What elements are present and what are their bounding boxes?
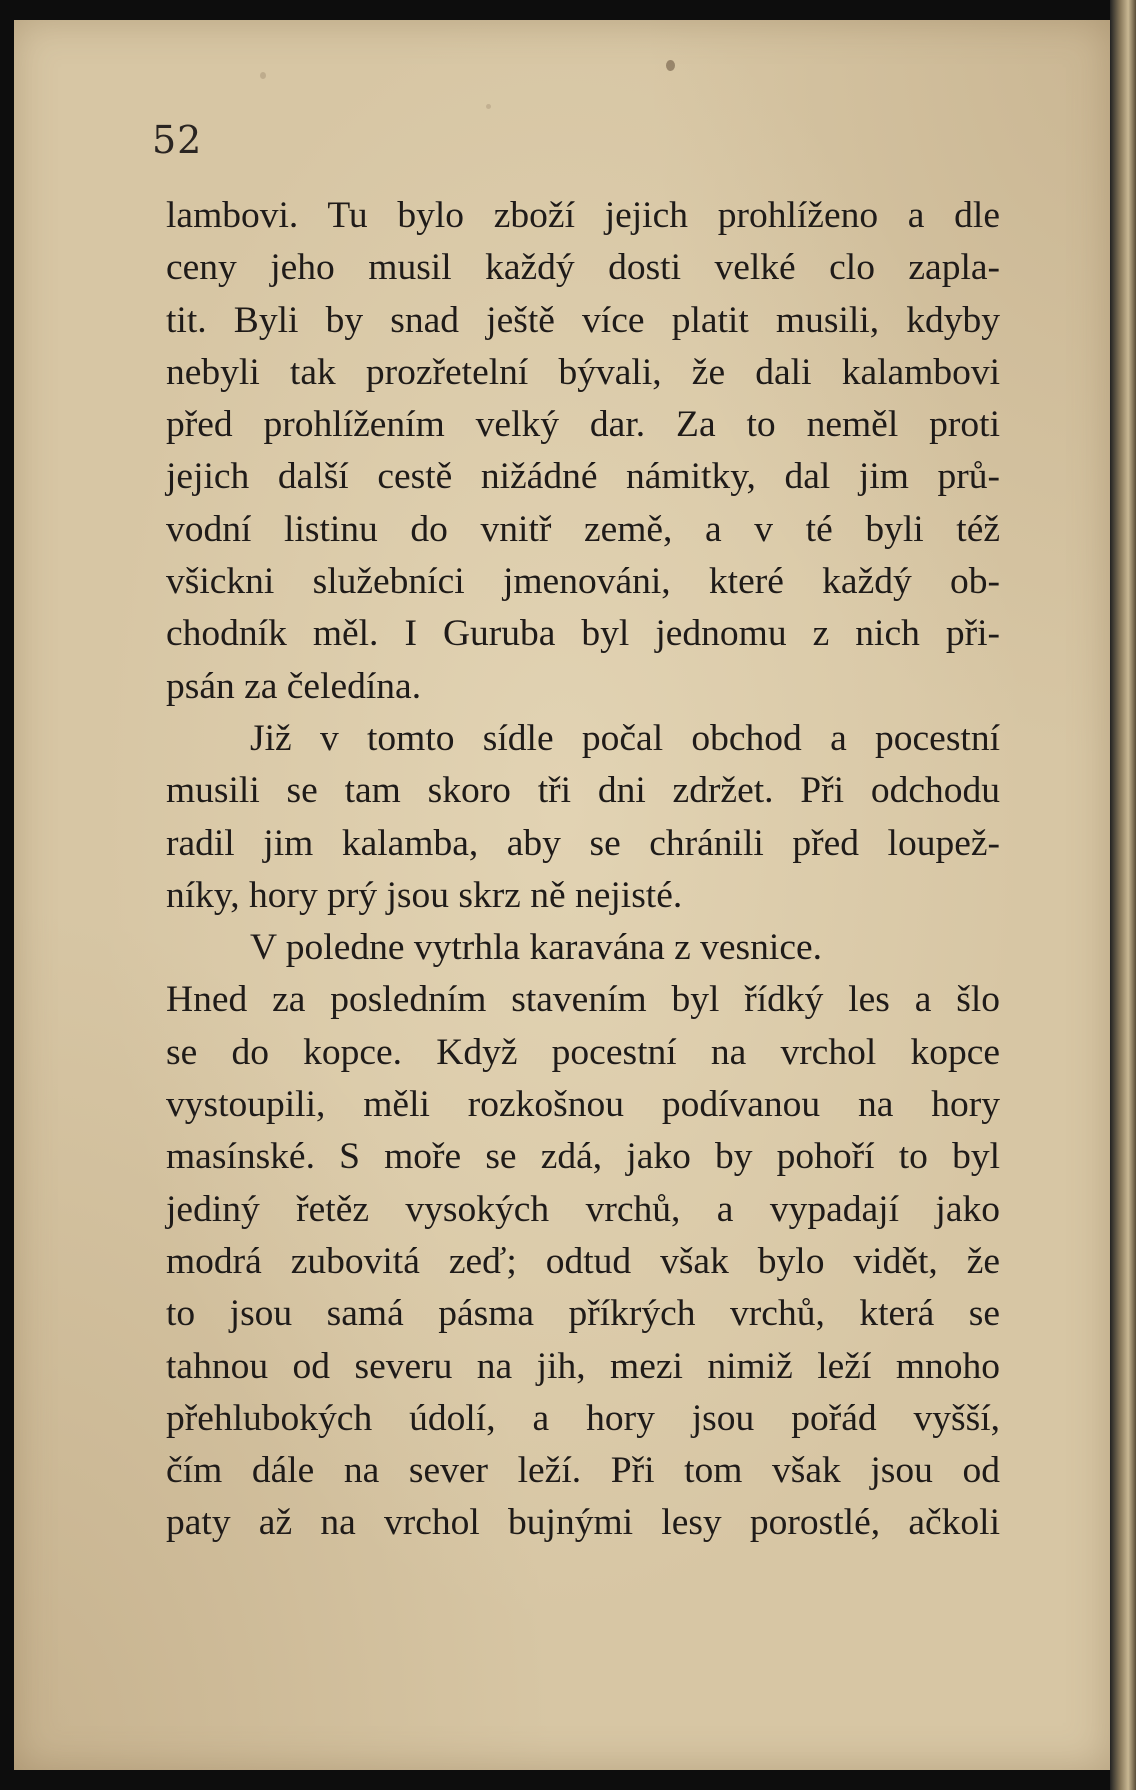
text-line: všickni služebníci jmenováni, které každý ob- <box>166 561 1000 603</box>
text-line: jejich další cestě nižádné námitky, dal jim prů- <box>166 456 1000 498</box>
text-line: tit. Byli by snad ještě více platit musili, kdyby <box>166 299 1000 341</box>
text-line: masínské. S moře se zdá, jako by pohoří to byl <box>166 1136 1000 1178</box>
text-line: lambovi. Tu bylo zboží jejich prohlíženo a dle <box>166 195 1000 236</box>
paper-speck <box>666 60 675 71</box>
text-line: modrá zubovitá zeď; odtud však bylo vidět, že <box>166 1240 1000 1282</box>
text-line: vystoupili, měli rozkošnou podívanou na hory <box>166 1084 1000 1126</box>
text-line: tahnou od severu na jih, mezi nimiž leží mnoho <box>166 1345 1000 1387</box>
paper-speck <box>486 104 491 109</box>
book-spine-edge <box>1110 0 1136 1790</box>
text-line: vodní listinu do vnitř země, a v té byli též <box>166 508 1000 550</box>
page-number: 52 <box>152 118 203 162</box>
paper-speck <box>260 72 266 79</box>
text-line: to jsou samá pásma příkrých vrchů, která se <box>166 1293 1000 1335</box>
text-line: paty až na vrchol bujnými lesy porostlé, ačkoli <box>166 1502 1000 1544</box>
text-line: V poledne vytrhla karavána z vesnice. <box>250 927 822 969</box>
text-line: Hned za posledním stavením byl řídký les a šlo <box>166 979 1000 1021</box>
text-line: před prohlížením velký dar. Za to neměl proti <box>166 404 1000 446</box>
text-line: čím dále na sever leží. Při tom však jsou od <box>166 1450 1000 1492</box>
text-line: psán za čeledína. <box>166 665 422 707</box>
text-line: musili se tam skoro tři dni zdržet. Při odchodu <box>166 770 1000 812</box>
text-line: chodník měl. I Guruba byl jednomu z nich při- <box>166 613 1000 655</box>
text-line: radil jim kalamba, aby se chránili před loupež- <box>166 822 1000 864</box>
text-line: jediný řetěz vysokých vrchů, a vypadají jako <box>166 1188 1000 1230</box>
text-line: níky, hory prý jsou skrz ně nejisté. <box>166 874 683 916</box>
text-line: Již v tomto sídle počal obchod a pocestní <box>250 717 1000 759</box>
text-line: přehlubokých údolí, a hory jsou pořád vyšší, <box>166 1397 1000 1439</box>
text-line: se do kopce. Když pocestní na vrchol kopce <box>166 1031 1000 1073</box>
body-text <box>166 190 1000 1550</box>
text-line: nebyli tak prozřetelní bývali, že dali kalambovi <box>166 351 1000 393</box>
text-line: ceny jeho musil každý dosti velké clo zapla- <box>166 247 1000 289</box>
